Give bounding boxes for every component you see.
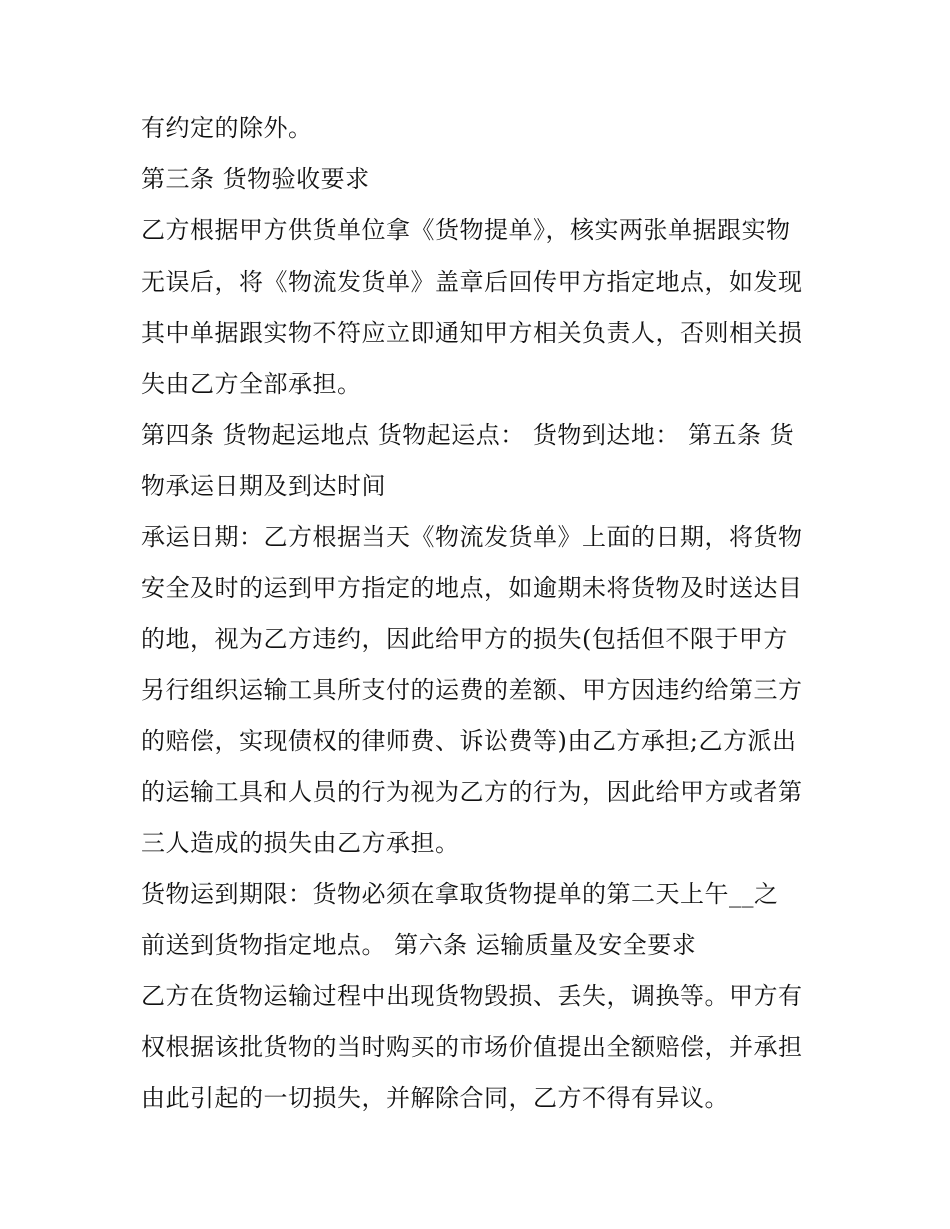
text-line: 安全及时的运到甲方指定的地点，如逾期未将货物及时送达目	[141, 574, 803, 602]
text-line: 由此引起的一切损失，并解除合同，乙方不得有异议。	[141, 1084, 729, 1112]
text-line: 有约定的除外。	[141, 114, 313, 142]
text-line: 乙方在货物运输过程中出现货物毁损、丢失，调换等。甲方有	[141, 982, 803, 1010]
text-line: 承运日期：乙方根据当天《物流发货单》上面的日期，将货物	[141, 523, 803, 551]
text-line: 失由乙方全部承担。	[141, 370, 362, 398]
text-line: 的运输工具和人员的行为视为乙方的行为，因此给甲方或者第	[141, 778, 803, 806]
section-heading: 物承运日期及到达时间	[141, 472, 386, 500]
section-heading: 第四条 货物起运地点 货物起运点： 货物到达地： 第五条 货	[141, 421, 795, 449]
section-heading: 第三条 货物验收要求	[141, 165, 370, 193]
section-heading: 前送到货物指定地点。 第六条 运输质量及安全要求	[141, 931, 697, 959]
text-line: 另行组织运输工具所支付的运费的差额、甲方因违约给第三方	[141, 676, 803, 704]
text-line: 权根据该批货物的当时购买的市场价值提出全额赔偿，并承担	[141, 1033, 803, 1061]
text-line: 的赔偿，实现债权的律师费、诉讼费等)由乙方承担;乙方派出	[141, 727, 797, 755]
text-line: 货物运到期限：货物必须在拿取货物提单的第二天上午__之	[141, 880, 779, 908]
text-line: 乙方根据甲方供货单位拿《货物提单》，核实两张单据跟实物	[141, 216, 791, 244]
text-line: 的地，视为乙方违约，因此给甲方的损失(包括但不限于甲方	[141, 625, 788, 653]
text-line: 无误后，将《物流发货单》盖章后回传甲方指定地点，如发现	[141, 268, 803, 296]
text-line: 三人造成的损失由乙方承担。	[141, 829, 460, 857]
text-line: 其中单据跟实物不符应立即通知甲方相关负责人，否则相关损	[141, 319, 803, 347]
